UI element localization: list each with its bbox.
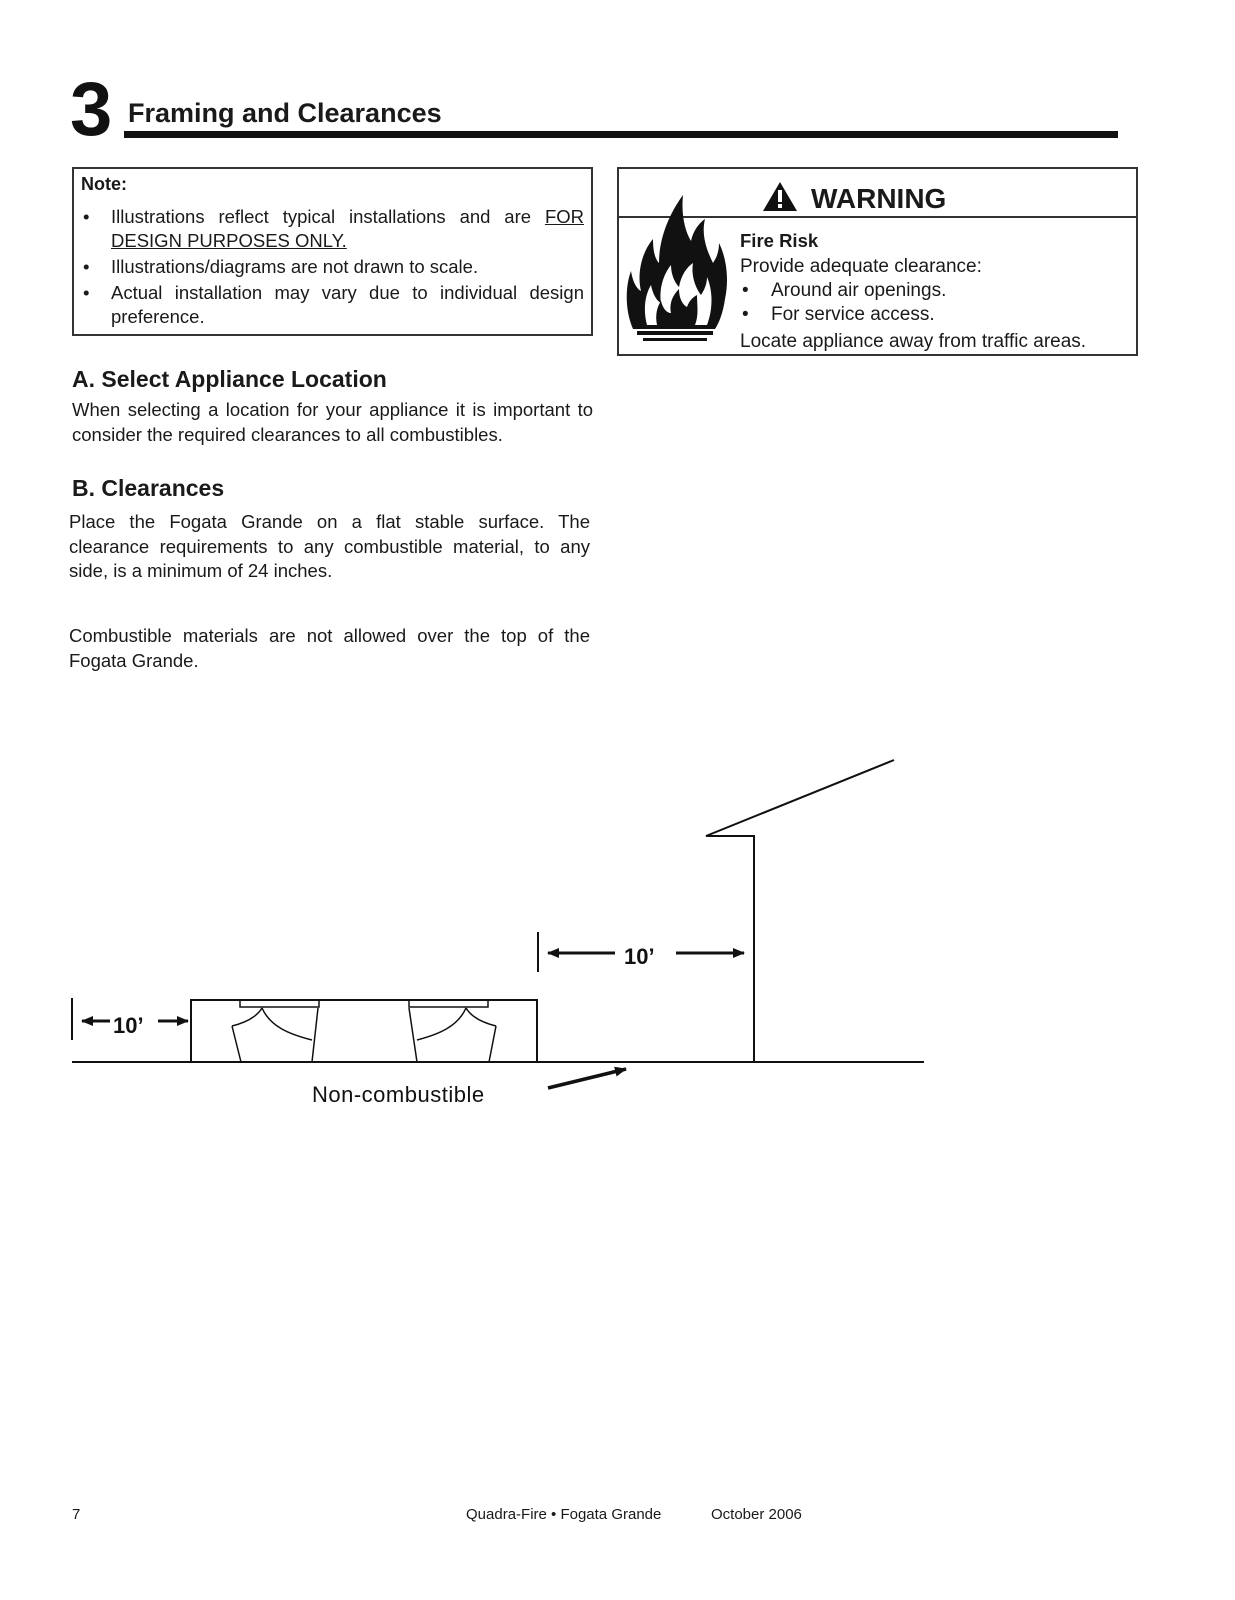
note-box: [72, 167, 593, 336]
section-a-title: A. Select Appliance Location: [72, 366, 387, 392]
note-list: [81, 205, 584, 329]
note-item-text: Illustrations reflect typical installations and are: [111, 206, 545, 227]
warning-body: [740, 230, 1130, 354]
footer-product: Quadra-Fire • Fogata Grande: [466, 1506, 662, 1523]
note-item-text: Illustrations/diagrams are not drawn to scale.: [111, 256, 479, 277]
burner-bowl: [409, 1008, 496, 1062]
section-b-title: B. Clearances: [72, 475, 225, 501]
note-item-text: Actual installation may vary due to individual design preference.: [111, 282, 584, 327]
warning-bullet: [740, 303, 1130, 327]
burner-bowl: [232, 1008, 318, 1062]
flame-icon: [623, 191, 731, 351]
warning-bullet-text: For service access.: [771, 304, 935, 325]
bullet: •: [83, 256, 90, 277]
note-item: [81, 205, 584, 253]
warning-closing: Locate appliance away from traffic areas.: [740, 331, 1087, 352]
bullet: •: [83, 206, 90, 227]
appliance-outline: [191, 1000, 537, 1062]
surface-label: Non-combustible: [312, 1082, 485, 1107]
warning-triangle-icon: [762, 181, 798, 212]
warning-bullet-text: Around air openings.: [771, 280, 947, 301]
warning-intro: Provide adequate clearance:: [740, 256, 982, 277]
section-b-para2: Combustible materials are not allowed over the top of the Fogata Grande.: [69, 625, 590, 671]
note-item: [81, 255, 584, 279]
chapter-number: 3: [70, 67, 110, 152]
warning-box: [617, 167, 1138, 356]
note-item: [81, 281, 584, 329]
left-clearance-label: 10’: [113, 1013, 144, 1038]
bullet: •: [83, 282, 90, 303]
note-heading: Note:: [81, 174, 127, 194]
warning-subtitle: Fire Risk: [740, 230, 819, 251]
note-item-underlined: FOR DESIGN PURPOSES ONLY.: [111, 206, 584, 251]
footer-page-number: 7: [72, 1506, 81, 1523]
bullet: •: [742, 280, 749, 301]
wall-and-roof: [706, 760, 894, 1062]
warning-title: WARNING: [811, 183, 947, 214]
chapter-rule: [124, 131, 1118, 138]
section-a-body: When selecting a location for your appliance it is important to consider the required clearances to all combustibles.: [72, 399, 593, 445]
clearance-diagram: [0, 700, 1235, 1120]
appliance-lid: [240, 1000, 319, 1007]
surface-pointer-arrow: [548, 1069, 626, 1088]
right-clearance-label: 10’: [624, 944, 655, 969]
bullet: •: [742, 304, 749, 325]
warning-bullet: [740, 279, 1130, 303]
footer-date: October 2006: [711, 1506, 802, 1523]
chapter-title: Framing and Clearances: [128, 98, 442, 128]
appliance-lid: [409, 1000, 488, 1007]
section-b-para1: Place the Fogata Grande on a flat stable surface. The clearance requirements to any combustible material, to any side, is a minimum of 24 inches.: [69, 511, 590, 581]
